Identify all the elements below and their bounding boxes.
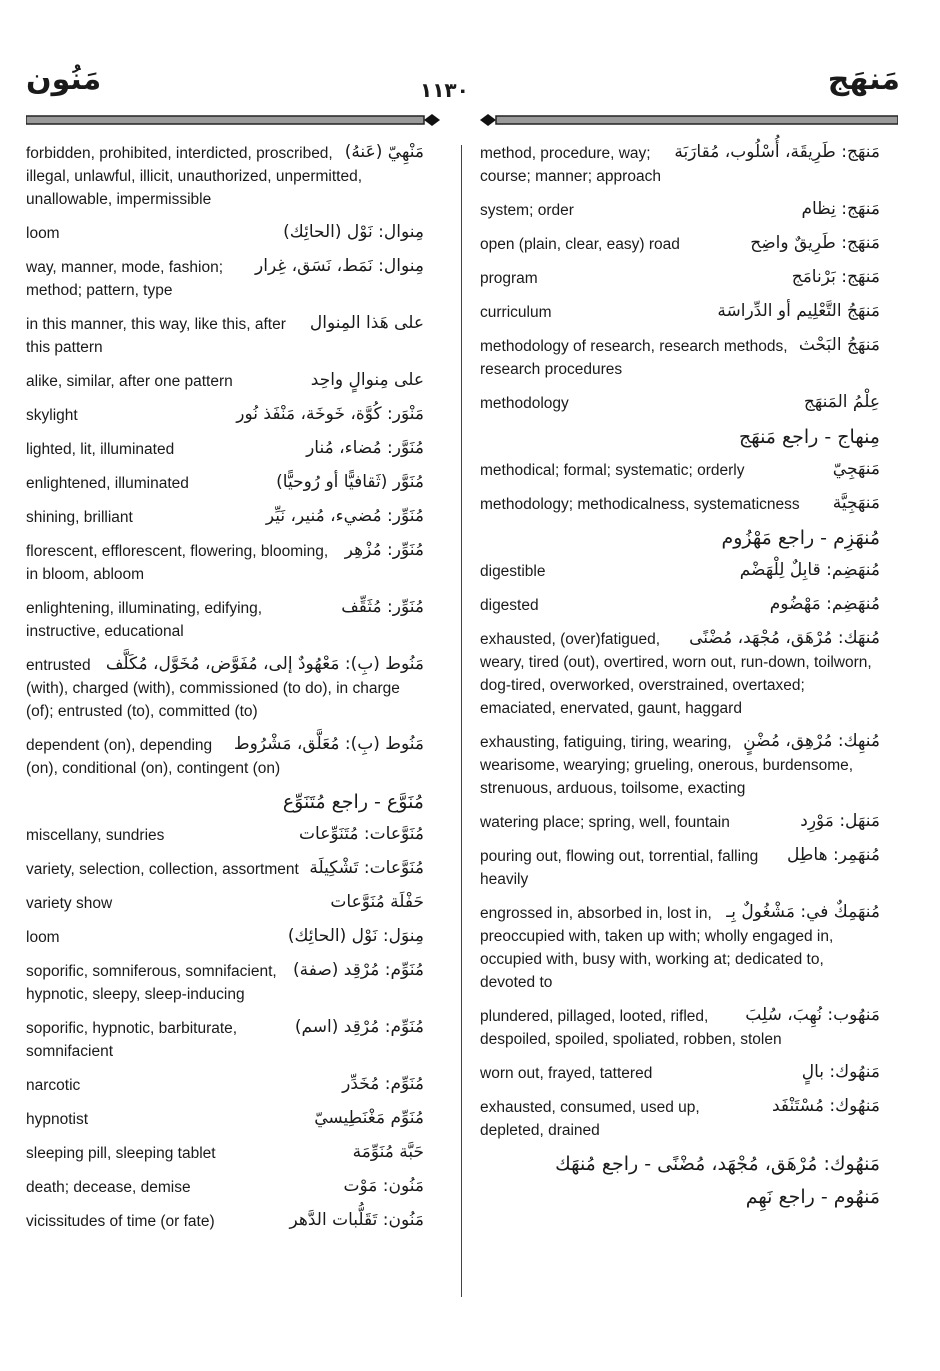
english-definition: skylight	[26, 407, 78, 424]
header-left-word: مَنُون	[26, 62, 102, 97]
english-definition: open (plain, clear, easy) road	[480, 236, 680, 253]
english-definition: system; order	[480, 202, 574, 219]
english-definition: exhausting, fatiguing, tiring, wearing, wearisome, wearying; grueling, onerous, burdensome, strenuous, arduous, toilsome, exacting	[480, 734, 854, 797]
english-definition: variety, selection, collection, assortment	[26, 861, 299, 878]
english-definition: program	[480, 270, 538, 287]
english-definition: soporific, somniferous, somnifacient, hypnotic, sleepy, sleep-inducing	[26, 963, 277, 1003]
english-definition: way, manner, mode, fashion; method; pattern, type	[26, 259, 224, 299]
arabic-headword: مِنوال: نَوْل (الحائِك)	[283, 222, 424, 242]
english-definition: variety show	[26, 895, 113, 912]
english-definition: enlightening, illuminating, edifying, instructive, educational	[26, 600, 263, 640]
dictionary-entry	[480, 628, 880, 720]
arabic-headword: مُنَوِّم: مُخَدِّر	[342, 1074, 424, 1094]
arabic-crossref: مُنهَزِم - راجع مَهْزُوم	[721, 527, 880, 549]
dictionary-entry	[480, 731, 880, 800]
arabic-headword: مَنهَجِيّ	[832, 459, 880, 479]
arabic-headword: مُنَوَّعات: مُتَنَوِّعات	[299, 824, 424, 844]
dictionary-entry	[480, 902, 880, 994]
english-definition: method, procedure, way; course; manner; approach	[480, 145, 661, 185]
arabic-headword: حَفْلَة مُنَوَّعات	[330, 892, 424, 912]
ornamental-rule-right	[480, 113, 898, 127]
english-definition: methodology; methodicalness, systematicness	[480, 496, 800, 513]
arabic-headword: مُنهَضِم: مَهْضُوم	[769, 594, 880, 614]
dictionary-entry	[26, 1176, 424, 1199]
dictionary-entry	[26, 734, 424, 780]
english-definition: soporific, hypnotic, barbiturate, somnifacient	[26, 1020, 238, 1060]
arabic-headword: مَنهُوب: نُهِبَ، سُلِبَ	[745, 1005, 880, 1025]
arabic-headword: مَنهَج: طَرِيقٌ واضِح	[750, 233, 880, 253]
dictionary-entry	[26, 926, 424, 949]
english-definition: entrusted (with), charged (with), commissioned (to do), in charge (of); entrusted (to), committed (to)	[26, 657, 400, 720]
dictionary-entry	[480, 1005, 880, 1051]
dictionary-entry	[26, 472, 424, 495]
arabic-headword: مُنَوِّر: مُضيء، مُنير، نَيِّر	[265, 506, 424, 526]
english-definition: shining, brilliant	[26, 509, 133, 526]
arabic-crossref: مَنهُوك: مُرْهَق، مُجْهَد، مُضْنًى - راجع مُنهَك	[555, 1153, 880, 1175]
arabic-headword: عِلْمُ المَنهَج	[803, 392, 880, 412]
right-column	[480, 142, 880, 1219]
left-column	[26, 142, 424, 1244]
dictionary-entry	[480, 493, 880, 516]
english-definition: miscellany, sundries	[26, 827, 165, 844]
dictionary-entry	[26, 313, 424, 359]
english-definition: engrossed in, absorbed in, lost in, preoccupied with, taken up with; wholly engaged in, occupied with, busy with, working at; dedicated to, devoted to	[480, 905, 834, 991]
english-definition: florescent, efflorescent, flowering, blooming, in bloom, abloom	[26, 543, 329, 583]
dictionary-entry	[480, 142, 880, 188]
english-definition: exhausted, consumed, used up, depleted, drained	[480, 1099, 700, 1139]
page-number: ١١٣٠	[420, 78, 469, 102]
dictionary-entry	[26, 438, 424, 461]
dictionary-entry	[26, 370, 424, 393]
dictionary-entry	[480, 1153, 880, 1175]
dictionary-entry	[480, 560, 880, 583]
english-definition: hypnotist	[26, 1111, 89, 1128]
dictionary-entry	[480, 335, 880, 381]
arabic-headword: مُنهَمِر: هاطِل	[787, 845, 880, 865]
arabic-headword: مَنهَج: بَرْنامَج	[791, 267, 880, 287]
arabic-headword: مُنَوَّر (ثَقافيًّا أو رُوحيًّا)	[276, 472, 424, 492]
dictionary-entry	[26, 1108, 424, 1131]
dictionary-entry	[480, 594, 880, 617]
arabic-headword: حَبَّة مُنَوِّمَة	[352, 1142, 424, 1162]
arabic-headword: مَنهَجُ البَحْث	[798, 335, 880, 355]
dictionary-entry	[480, 1062, 880, 1085]
arabic-headword: مِنوال: نَمَط، نَسَق، غِرار	[255, 256, 424, 276]
arabic-headword: مَنْوَر: كُوَّة، خَوخَة، مَنْفَذ نُور	[236, 404, 424, 424]
english-definition: pouring out, flowing out, torrential, falling heavily	[480, 848, 759, 888]
dictionary-entry	[26, 791, 424, 813]
dictionary-entry	[26, 597, 424, 643]
arabic-headword: مُنَوِّر: مُزْهِر	[344, 540, 424, 560]
english-definition: lighted, lit, illuminated	[26, 441, 175, 458]
arabic-headword: مَنهَج: نِظام	[801, 199, 880, 219]
arabic-headword: على مِنوالٍ واحِد	[310, 370, 424, 390]
arabic-headword: مَنْهِيّ (عَنهُ)	[344, 142, 424, 162]
arabic-headword: مُنَوَّر: مُضاء، مُنار	[306, 438, 424, 458]
english-definition: dependent (on), depending (on), conditional (on), contingent (on)	[26, 737, 281, 777]
dictionary-entry	[26, 540, 424, 586]
english-definition: narcotic	[26, 1077, 81, 1094]
arabic-headword: مِنوَل: نَوْل (الحائِك)	[287, 926, 424, 946]
arabic-headword: مَنهَجِيَّة	[832, 493, 880, 513]
english-definition: forbidden, prohibited, interdicted, proscribed, illegal, unlawful, illicit, unauthorized, unpermitted, unallowable, impermissible	[26, 145, 363, 208]
dictionary-entry	[480, 459, 880, 482]
arabic-headword: مَنهُوك: مُسْتَنْفَد	[771, 1096, 880, 1116]
english-definition: digested	[480, 597, 539, 614]
english-definition: alike, similar, after one pattern	[26, 373, 233, 390]
dictionary-entry	[26, 960, 424, 1006]
arabic-headword: مَنُون: مَوْت	[343, 1176, 424, 1196]
dictionary-entry	[26, 1074, 424, 1097]
dictionary-entry	[480, 267, 880, 290]
arabic-headword: مَنُون: تَقَلُّبات الدَّهر	[289, 1210, 424, 1230]
arabic-headword: مُنَوِّم: مُرْقِد (صفة)	[292, 960, 424, 980]
arabic-headword: مُنهِك: مُرْهِق، مُضْنٍ	[743, 731, 880, 751]
dictionary-entry	[26, 824, 424, 847]
arabic-headword: مَنُوط (بِ): مُعَلَّق، مَشْرُوط	[233, 734, 424, 754]
arabic-crossref: مِنهاج - راجع مَنهَج	[739, 426, 880, 448]
arabic-headword: مَنهُوك: بالٍ	[801, 1062, 880, 1082]
english-definition: death; decease, demise	[26, 1179, 191, 1196]
dictionary-entry	[26, 1142, 424, 1165]
column-divider	[461, 145, 462, 1297]
english-definition: loom	[26, 225, 60, 242]
english-definition: exhausted, (over)fatigued, weary, tired (out), overtired, worn out, run-down, toilworn, dog-tired, overworked, overstrained, overtaxed; emaciated, enervated, gaunt, haggard	[480, 631, 872, 717]
dictionary-entry	[480, 392, 880, 415]
english-definition: vicissitudes of time (or fate)	[26, 1213, 215, 1230]
arabic-crossref: مَنهُوم - راجع نَهِم	[745, 1186, 880, 1208]
arabic-headword: مُنَوِّم مَغْنَطِيسيّ	[314, 1108, 424, 1128]
arabic-headword: مُنَوَّعات: تَشْكِيلَة	[309, 858, 424, 878]
english-definition: methodology of research, research methods, research procedures	[480, 338, 788, 378]
dictionary-entry	[26, 142, 424, 211]
dictionary-entry	[26, 1210, 424, 1233]
arabic-headword: مَنهَج: طَرِيقَة، أُسْلُوب، مُقارَبَة	[674, 142, 880, 162]
ornamental-rule-left	[26, 113, 440, 127]
dictionary-entry	[26, 1017, 424, 1063]
arabic-headword: مُنهَضِم: قابِلٌ لِلْهَضْم	[739, 560, 880, 580]
dictionary-entry	[26, 256, 424, 302]
arabic-headword: مُنهَمِكٌ في: مَشْغُولٌ بِـ	[726, 902, 880, 922]
arabic-headword: مُنهَك: مُرْهَق، مُجْهَد، مُضْنًى	[689, 628, 880, 648]
dictionary-entry	[26, 892, 424, 915]
english-definition: methodology	[480, 395, 569, 412]
dictionary-entry	[26, 858, 424, 881]
english-definition: worn out, frayed, tattered	[480, 1065, 653, 1082]
english-definition: watering place; spring, well, fountain	[480, 814, 730, 831]
dictionary-entry	[480, 811, 880, 834]
english-definition: plundered, pillaged, looted, rifled, despoiled, spoiled, spoliated, robben, stolen	[480, 1008, 782, 1048]
dictionary-entry	[480, 527, 880, 549]
dictionary-entry	[480, 1096, 880, 1142]
dictionary-entry	[480, 233, 880, 256]
dictionary-entry	[26, 654, 424, 723]
dictionary-entry	[26, 506, 424, 529]
arabic-headword: على هَذا المِنوال	[309, 313, 424, 333]
arabic-headword: مَنهَجُ التَّعْلِيم أو الدِّراسَة	[717, 301, 880, 321]
header-right-word: مَنهَج	[827, 62, 900, 97]
english-definition: in this manner, this way, like this, after this pattern	[26, 316, 286, 356]
dictionary-entry	[480, 301, 880, 324]
english-definition: digestible	[480, 563, 546, 580]
english-definition: loom	[26, 929, 60, 946]
dictionary-entry	[480, 1186, 880, 1208]
english-definition: sleeping pill, sleeping tablet	[26, 1145, 216, 1162]
dictionary-entry	[480, 199, 880, 222]
dictionary-entry	[26, 404, 424, 427]
dictionary-entry	[480, 845, 880, 891]
arabic-headword: مُنَوِّم: مُرْقِد (اسم)	[294, 1017, 424, 1037]
arabic-headword: مُنَوِّر: مُثَقِّف	[341, 597, 424, 617]
english-definition: methodical; formal; systematic; orderly	[480, 462, 745, 479]
arabic-headword: مَنهَل: مَوْرِد	[800, 811, 880, 831]
arabic-crossref: مُنَوَّع - راجع مُتَنَوِّع	[282, 791, 424, 813]
dictionary-entry	[480, 426, 880, 448]
english-definition: curriculum	[480, 304, 552, 321]
dictionary-entry	[26, 222, 424, 245]
english-definition: enlightened, illuminated	[26, 475, 189, 492]
arabic-headword: مَنُوط (بِ): مَعْهُودٌ إلى، مُفَوَّض، مُخَوَّل، مُكَلَّف	[105, 654, 424, 674]
